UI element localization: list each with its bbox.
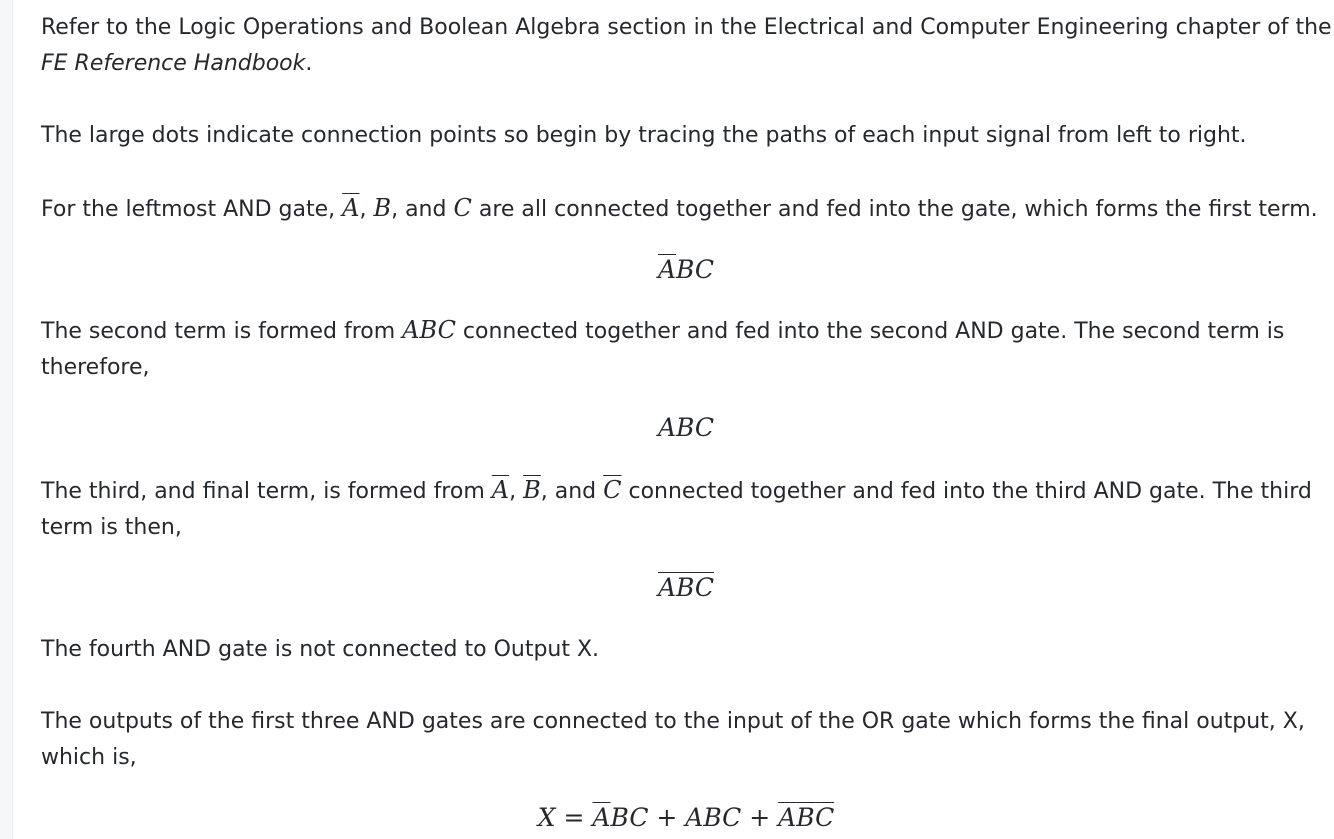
- eq3-c-bar: $\overline{C}$: [694, 573, 715, 602]
- final-t1-a-bar: $\overline{A}$: [592, 803, 611, 832]
- final-t3-a-bar: $\overline{A}$: [778, 803, 797, 832]
- var-c: C: [453, 194, 472, 222]
- second-term-equation: [41, 410, 1331, 446]
- second-term-text-end: connected together and fed into the second AND gate. The second term is: [455, 319, 1285, 344]
- plus-sign: +: [648, 803, 686, 832]
- intro-line: Refer to the Logic Operations and Boolean Algebra section in the Electrical and Computer Engineering chapter of the: [41, 15, 1332, 40]
- intro-paragraph-continued: [41, 46, 1326, 82]
- fourth-gate-paragraph: The fourth AND gate is not connected to Output X.: [41, 637, 600, 662]
- equals-sign: =: [555, 803, 593, 832]
- eq2-abc: ABC: [657, 413, 715, 442]
- var-b-bar: $\overline{B}$: [523, 476, 541, 504]
- var-a-bar: $\overline{A}$: [342, 194, 360, 222]
- final-t3-c-bar: $\overline{C}$: [815, 803, 835, 832]
- separator: , and: [540, 479, 604, 504]
- third-term-equation: [41, 570, 1331, 606]
- intro-period: .: [305, 51, 313, 76]
- first-term-equation: [41, 252, 1331, 288]
- second-term-text: The second term is formed from: [41, 319, 403, 344]
- final-x: X: [537, 803, 556, 832]
- separator: , and: [391, 197, 454, 222]
- final-equation: [41, 800, 1331, 836]
- second-term-paragraph: [41, 312, 1326, 350]
- first-term-paragraph: [41, 190, 1326, 228]
- var-a-bar: $\overline{A}$: [491, 476, 510, 504]
- plus-sign: +: [741, 803, 779, 832]
- first-term-text: For the leftmost AND gate,: [41, 197, 343, 222]
- eq3-a-bar: $\overline{A}$: [657, 573, 677, 602]
- final-t3-b-bar: $\overline{B}$: [796, 803, 816, 832]
- eq3-b-bar: $\overline{B}$: [676, 573, 695, 602]
- final-t1-rest: BC: [610, 803, 649, 832]
- third-term-paragraph: [41, 472, 1326, 510]
- var-abc: ABC: [402, 316, 456, 344]
- var-c-bar: $\overline{C}$: [603, 476, 622, 504]
- eq1-rest: BC: [676, 255, 715, 284]
- separator: ,: [359, 197, 374, 222]
- outputs-paragraph-continued: which is,: [41, 745, 137, 770]
- final-t2: ABC: [685, 803, 742, 832]
- intro-paragraph: [41, 10, 1332, 46]
- left-margin-bar: [0, 0, 13, 839]
- third-term-paragraph-continued: term is then,: [41, 515, 182, 540]
- separator: ,: [509, 479, 524, 504]
- second-term-paragraph-continued: therefore,: [41, 355, 150, 380]
- third-term-text-end: connected together and fed into the third AND gate. The third: [621, 479, 1312, 504]
- first-term-text-end: are all connected together and fed into the gate, which forms the first term.: [471, 197, 1318, 222]
- outputs-paragraph: The outputs of the first three AND gates are connected to the input of the OR gate which forms the final output, X,: [41, 709, 1305, 734]
- handbook-title: FE Reference Handbook: [41, 51, 306, 76]
- third-term-text: The third, and final term, is formed from: [41, 479, 492, 504]
- solution-content: [41, 10, 1332, 836]
- var-b: B: [373, 194, 392, 222]
- eq1-a-bar: $\overline{A}$: [657, 255, 677, 284]
- trace-paragraph: The large dots indicate connection points so begin by tracing the paths of each input signal from left to right.: [41, 123, 1247, 148]
